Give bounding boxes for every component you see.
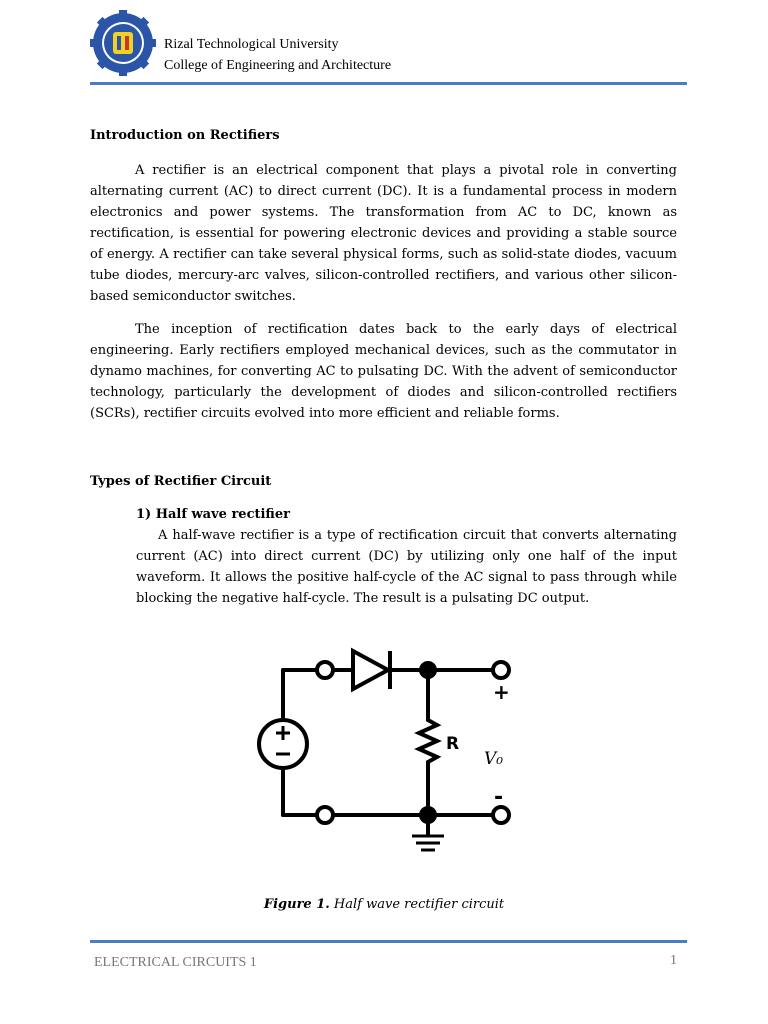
- half-wave-rectifier-circuit: [250, 640, 520, 860]
- header-divider: [90, 82, 687, 85]
- figure-caption-text: Half wave rectifier circuit: [329, 897, 505, 912]
- terminal-bottom-left: [317, 807, 333, 823]
- half-wave-paragraph: A half-wave rectifier is a type of rectification circuit that converts alternating current (AC) into direct current (DC) by utilizing only one half of the input waveform. It allows the positive half-cycle of the AC signal to pass through while blocking the negative half-cycle. The result is a pulsating DC output.: [136, 528, 677, 606]
- figure-caption-prefix: Figure 1.: [263, 897, 330, 912]
- footer-divider: [90, 940, 687, 943]
- minus-sign: -: [494, 785, 504, 810]
- diode-icon: [353, 651, 388, 689]
- terminal-output-plus: [493, 662, 509, 678]
- ground-icon: [412, 836, 444, 850]
- plus-sign: +: [493, 680, 510, 704]
- university-name: Rizal Technological University: [164, 37, 339, 52]
- college-name: College of Engineering and Architecture: [164, 58, 392, 73]
- half-wave-title: 1) Half wave rectifier: [136, 507, 291, 522]
- junction-bottom: [419, 806, 437, 824]
- footer-course: ELECTRICAL CIRCUITS 1: [94, 955, 257, 970]
- intro-paragraph-1: A rectifier is an electrical component that plays a pivotal role in converting alternating current (AC) to direct current (DC). It is a fundamental process in modern electronics and power systems. The transformation from AC to DC, known as rectification, is essential for powering electronic devices and providing a stable source of energy. A rectifier can take several physical forms, such as solid-state diodes, vacuum tube diodes, mercury-arc valves, silicon-controlled rectifiers, and various other silicon-based semiconductor switches.: [90, 163, 677, 304]
- university-logo: [90, 10, 156, 76]
- figure-caption: [0, 897, 768, 912]
- resistor-symbol: [419, 720, 437, 762]
- page-number: 1: [670, 953, 677, 968]
- output-voltage-label: V₀: [484, 749, 504, 769]
- junction-top: [419, 661, 437, 679]
- types-heading: Types of Rectifier Circuit: [90, 474, 272, 489]
- terminal-top-left: [317, 662, 333, 678]
- resistor-label: R: [446, 734, 460, 754]
- intro-paragraph-2: The inception of rectification dates back to the early days of electrical engineering. Early rectifiers employed mechanical devices, such as the commutator in dynamo machines, for converting AC to pulsating DC. With the advent of semiconductor technology, particularly the development of diodes and silicon-controlled rectifiers (SCRs), rectifier circuits evolved into more efficient and reliable forms.: [90, 322, 677, 421]
- intro-heading: Introduction on Rectifiers: [90, 128, 280, 143]
